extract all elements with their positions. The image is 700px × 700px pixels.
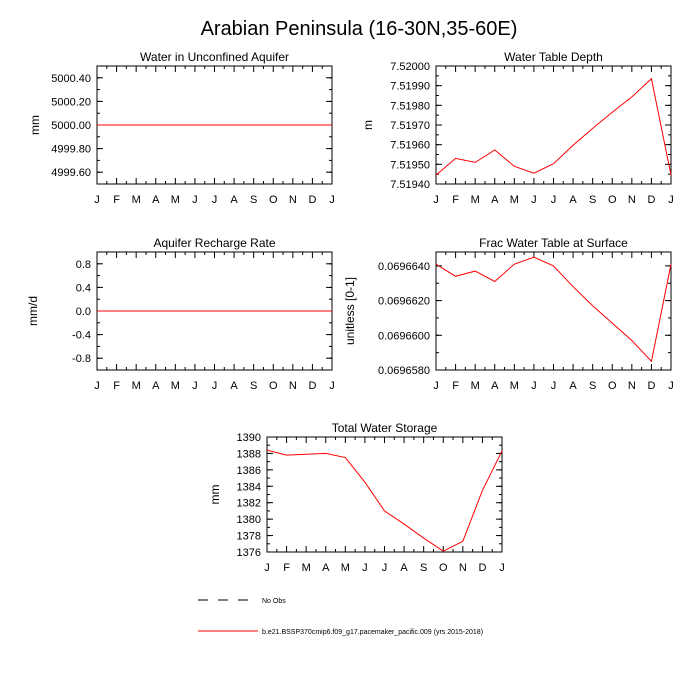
x-tick-label: J [94,380,100,392]
chart-title: Total Water Storage [331,421,438,435]
y-tick-label: 0.4 [75,282,91,295]
x-tick-label: D [647,194,656,206]
y-tick-label: 4999.60 [51,167,91,180]
y-tick-label: 5000.40 [51,72,91,85]
chart-title: Water in Unconfined Aquifer [140,50,289,64]
y-tick-label: 7.51970 [390,120,430,132]
chart-panel-4 [343,236,674,392]
series-line [267,450,502,551]
x-tick-label: A [322,562,330,574]
series-line [436,79,671,175]
x-tick-label: J [433,194,439,206]
y-tick-label: 0.8 [75,258,91,271]
series-line [436,257,671,361]
y-axis-label: m [361,120,375,130]
x-tick-label: N [627,380,636,392]
y-tick-label: 7.51950 [390,159,430,172]
chart-title: Frac Water Table at Surface [479,236,628,250]
x-tick-label: J [531,194,537,206]
chart-panel-5 [208,421,505,574]
x-tick-label: J [668,380,674,392]
x-tick-label: J [668,194,674,206]
x-tick-label: N [288,194,297,206]
y-axis-label: mm [28,115,42,135]
figure-title: Arabian Peninsula (16-30N,35-60E) [200,18,518,40]
y-tick-label: 1378 [236,530,261,543]
x-tick-label: A [230,380,238,392]
x-tick-label: S [249,194,258,206]
chart-title: Water Table Depth [504,50,603,64]
y-tick-label: 4999.80 [51,143,91,156]
x-tick-label: J [329,380,335,392]
y-axis-label: mm [208,484,222,505]
x-tick-label: D [647,380,656,392]
x-tick-label: O [607,380,617,392]
y-tick-label: 7.51980 [390,100,430,113]
y-tick-label: -0.8 [72,353,91,366]
x-tick-label: M [470,380,480,392]
y-tick-label: 0.0 [75,306,91,318]
x-tick-label: F [113,380,120,392]
y-tick-label: 7.52000 [390,61,430,73]
x-tick-label: J [381,562,388,574]
y-tick-label: 1382 [236,497,261,510]
x-tick-label: F [283,562,290,574]
x-tick-label: J [531,380,537,392]
y-tick-label: 1388 [236,448,261,461]
x-tick-label: J [94,194,100,206]
x-tick-label: J [499,562,505,574]
x-tick-label: M [470,194,480,206]
x-tick-label: F [452,194,459,206]
legend-obs-label: No Obs [262,598,286,605]
legend [198,598,483,636]
chart-panels [26,50,674,574]
chart-panel-3 [26,236,335,392]
x-tick-label: N [458,562,467,574]
y-tick-label: 1390 [236,432,261,444]
y-tick-label: 1380 [236,514,261,527]
x-tick-label: D [308,194,317,206]
x-tick-label: O [268,380,278,392]
x-tick-label: A [491,380,499,392]
x-tick-label: O [438,562,448,574]
y-tick-label: 1384 [236,481,261,494]
x-tick-label: J [362,562,368,574]
x-tick-label: J [192,380,198,392]
x-tick-label: M [131,194,141,206]
x-tick-label: M [509,380,519,392]
legend-model-label: b.e21.BSSP370cmip6.f09_g17.pacemaker_pacific.009 (yrs 2015-2018) [262,629,484,636]
x-tick-label: J [433,380,439,392]
y-tick-label: -0.4 [72,329,91,342]
x-tick-label: M [301,562,311,574]
x-tick-label: M [509,194,519,206]
chart-title: Aquifer Recharge Rate [153,236,276,250]
y-tick-label: 1376 [236,547,261,559]
chart-panel-1 [28,50,335,206]
x-tick-label: J [192,194,198,206]
x-tick-label: M [170,380,180,392]
y-axis-label: unitless [0-1] [343,276,357,346]
x-tick-label: A [491,194,499,206]
x-tick-label: D [478,562,487,574]
y-axis-label: mm/d [26,296,40,326]
chart-panel-2 [361,50,674,206]
plot-frame [436,252,671,370]
x-tick-label: A [152,380,160,392]
x-tick-label: A [152,194,160,206]
x-tick-label: O [268,194,278,206]
y-tick-label: 0.0696620 [378,295,430,308]
x-tick-label: J [211,380,218,392]
plot-frame [436,66,671,184]
y-tick-label: 0.0696600 [378,330,430,343]
x-tick-label: A [400,562,408,574]
x-tick-label: D [308,380,317,392]
x-tick-label: F [452,380,459,392]
y-tick-label: 5000.20 [51,96,91,109]
x-tick-label: S [588,194,597,206]
x-tick-label: F [113,194,120,206]
x-tick-label: S [249,380,258,392]
x-tick-label: J [264,562,270,574]
x-tick-label: M [170,194,180,206]
x-tick-label: N [627,194,636,206]
x-tick-label: S [419,562,428,574]
x-tick-label: M [340,562,350,574]
y-tick-label: 7.51990 [390,80,430,93]
y-tick-label: 7.51960 [390,139,430,152]
x-tick-label: A [230,194,238,206]
x-tick-label: S [588,380,597,392]
x-tick-label: J [550,380,557,392]
y-tick-label: 5000.00 [51,120,91,132]
x-tick-label: M [131,380,141,392]
x-tick-label: J [329,194,335,206]
x-tick-label: J [550,194,557,206]
y-tick-label: 1386 [236,464,261,477]
x-tick-label: J [211,194,218,206]
x-tick-label: A [569,380,577,392]
y-tick-label: 0.0696580 [378,365,430,377]
y-tick-label: 7.51940 [390,179,430,191]
y-tick-label: 0.0696640 [378,260,430,273]
x-tick-label: N [288,380,297,392]
x-tick-label: A [569,194,577,206]
x-tick-label: O [607,194,617,206]
